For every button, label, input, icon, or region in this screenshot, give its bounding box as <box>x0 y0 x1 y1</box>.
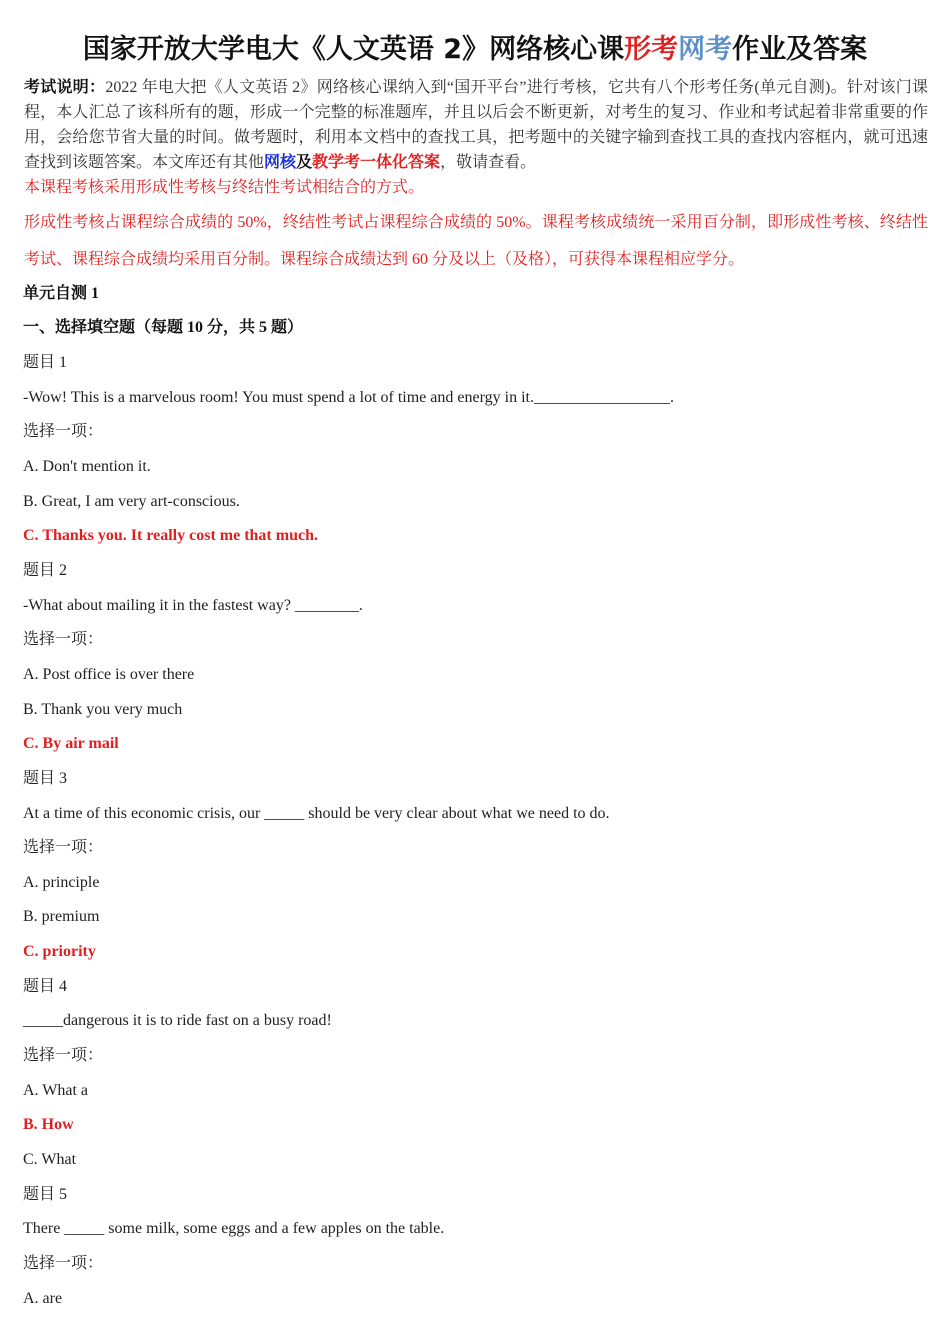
answer-option: B. premium <box>23 908 100 926</box>
link-network-core[interactable]: 网核 <box>264 154 297 171</box>
question-label: 题目 1 <box>23 354 68 371</box>
title-main: 国家开放大学电大《人文英语 2》网络核心课 <box>82 34 625 65</box>
answer-option: A. What a <box>23 1081 89 1099</box>
answer-option: A. are <box>23 1289 63 1307</box>
choose-one-label: 选择一项： <box>23 1047 104 1064</box>
question-text: -What about mailing it in the fastest way? ________. <box>23 596 363 614</box>
title-highlight-blue: 网考 <box>678 34 733 65</box>
link-integrated-answers[interactable]: 教学考一体化答案 <box>312 154 441 171</box>
exam-description <box>24 75 928 175</box>
exam-description-tail: ，敬请查看。 <box>440 154 537 171</box>
question-label: 题目 3 <box>23 769 68 787</box>
exam-description-text: 2022 年电大把《人文英语 2》网络核心课纳入到“国开平台”进行考核，它共有八个形考任务(单元自测)。针对该门课程，本人汇总了该科所有的题，形成一个完整的标准题库，并且以后会不断更新，对考生的复习、作业和考试起着非常重要的作用，会给您节省大量的时间。做考题时，利用本文档中的查找工具，把考题中的关键字输到查找工具的查找内容框内，就可迅速查找到该题答案。本文库还有其他 <box>24 79 928 171</box>
answer-option: A. Post office is over there <box>23 665 195 683</box>
choose-one-label: 选择一项： <box>23 1254 104 1272</box>
question-label: 题目 2 <box>23 561 68 579</box>
answer-option: B. Great, I am very art-conscious. <box>23 492 240 510</box>
assessment-details: 形成性考核占课程综合成绩的 50%，终结性考试占课程综合成绩的 50%。课程考核成绩统一采用百分制，即形成性考核、终结性考试、课程综合成绩均采用百分制。课程综合成绩达到 60 分及以上（及格），可获得本课程相应学分。 <box>24 214 928 268</box>
question-text: -Wow! This is a marvelous room! You must spend a lot of time and energy in it._________________. <box>23 388 674 406</box>
exam-description-join: 及 <box>296 154 313 171</box>
choose-one-label: 选择一项： <box>23 839 104 857</box>
correct-answer-option: C. priority <box>23 943 96 960</box>
answer-option: B. Thank you very much <box>23 700 183 718</box>
answer-option: A. principle <box>23 873 100 891</box>
correct-answer-option: C. By air mail <box>23 735 119 753</box>
correct-answer-option: C. Thanks you. It really cost me that much. <box>23 527 318 545</box>
choose-one-label: 选择一项： <box>23 423 104 441</box>
question-label: 题目 5 <box>23 1185 68 1203</box>
answer-option: A. Don't mention it. <box>23 457 151 475</box>
title-tail: 作业及答案 <box>732 34 868 65</box>
question-label: 题目 4 <box>23 977 68 995</box>
section-title: 一、选择填空题（每题 10 分，共 5 题） <box>23 319 304 336</box>
assessment-method: 本课程考核采用形成性考核与终结性考试相结合的方式。 <box>24 179 425 196</box>
question-text: At a time of this economic crisis, our _____ should be very clear about what we need to do. <box>23 804 610 822</box>
exam-description-label: 考试说明： <box>24 79 106 96</box>
correct-answer-option: B. How <box>23 1116 74 1134</box>
question-text: _____dangerous it is to ride fast on a busy road! <box>23 1012 332 1030</box>
document-title <box>0 30 950 70</box>
unit-title: 单元自测 1 <box>23 285 100 302</box>
question-text: There _____ some milk, some eggs and a few apples on the table. <box>23 1220 445 1238</box>
answer-option: C. What <box>23 1150 77 1168</box>
title-highlight-red: 形考 <box>624 34 679 65</box>
choose-one-label: 选择一项： <box>23 631 104 649</box>
